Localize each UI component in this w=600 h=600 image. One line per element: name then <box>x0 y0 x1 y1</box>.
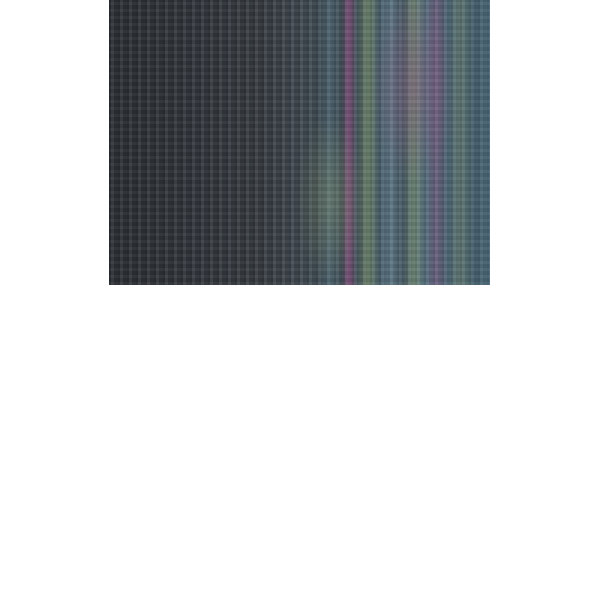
color-swatch-3 <box>363 458 490 600</box>
color-swatch-2 <box>236 458 363 600</box>
texture-overlay <box>109 0 490 285</box>
swatch-description <box>123 16 328 24</box>
rug-texture-image <box>109 0 490 285</box>
dominant-color-swatch <box>109 300 490 442</box>
supporting-colors-row <box>109 458 490 600</box>
color-swatch-1 <box>109 458 236 600</box>
